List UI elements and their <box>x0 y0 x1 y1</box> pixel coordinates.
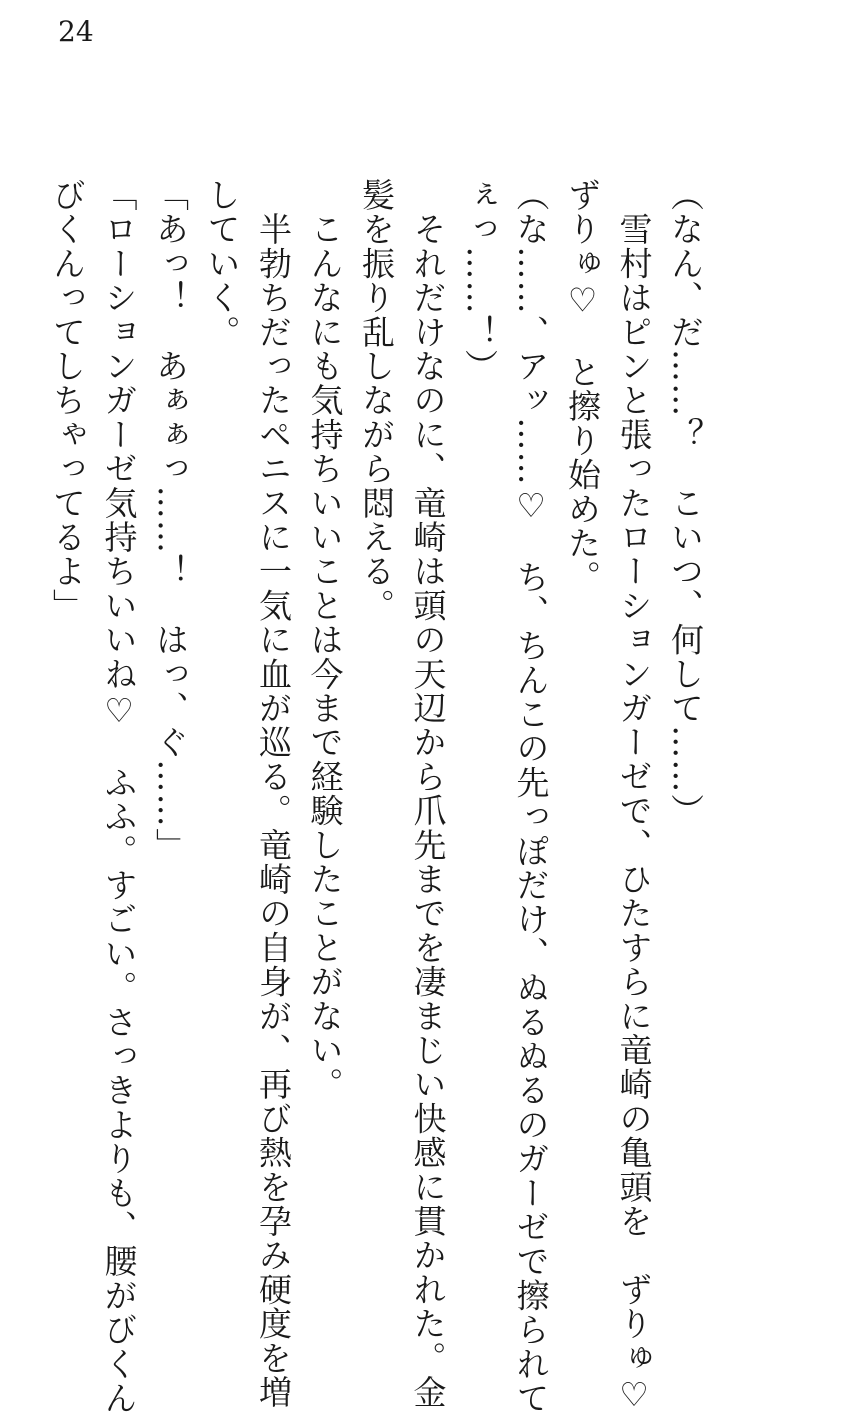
text-line: 半勃ちだったペニスに一気に血が巡る。竜崎の自身が、再び熱を孕み硬度を増 <box>254 178 293 1410</box>
text-line: 髪を振り乱しながら悶える。 <box>357 178 396 623</box>
text-line: びくんってしちゃってるよ」 <box>48 178 87 623</box>
page-number: 24 <box>58 15 94 48</box>
text-line: ぇっ……！） <box>460 178 499 384</box>
text-line: （な……、アッ……♡ ち、ちんこの先っぽだけ、ぬるぬるのガーゼで擦られて <box>511 178 551 1415</box>
text-line: それだけなのに、竜崎は頭の天辺から爪先までを凄まじい快感に貫かれた。金 <box>408 178 448 1410</box>
text-line: 雪村はピンと張ったローションガーゼで、ひたすらに竜崎の亀頭を ずりゅ♡ <box>614 178 654 1415</box>
text-line: こんなにも気持ちいいことは今まで経験したことがない。 <box>305 178 345 1102</box>
text-line: 「あっ！ あぁぁっ……！ はっ、ぐ……」 <box>151 178 190 862</box>
novel-text-body <box>42 178 712 1415</box>
text-line: （なん、だ……？ こいつ、何して……） <box>666 178 705 828</box>
text-line: ずりゅ♡ と擦り始めた。 <box>563 178 602 595</box>
text-line: していく。 <box>202 178 242 349</box>
text-line: 「ローションガーゼ気持ちいいね♡ ふふ。すごい。さっきよりも、腰がびくん <box>99 178 139 1415</box>
